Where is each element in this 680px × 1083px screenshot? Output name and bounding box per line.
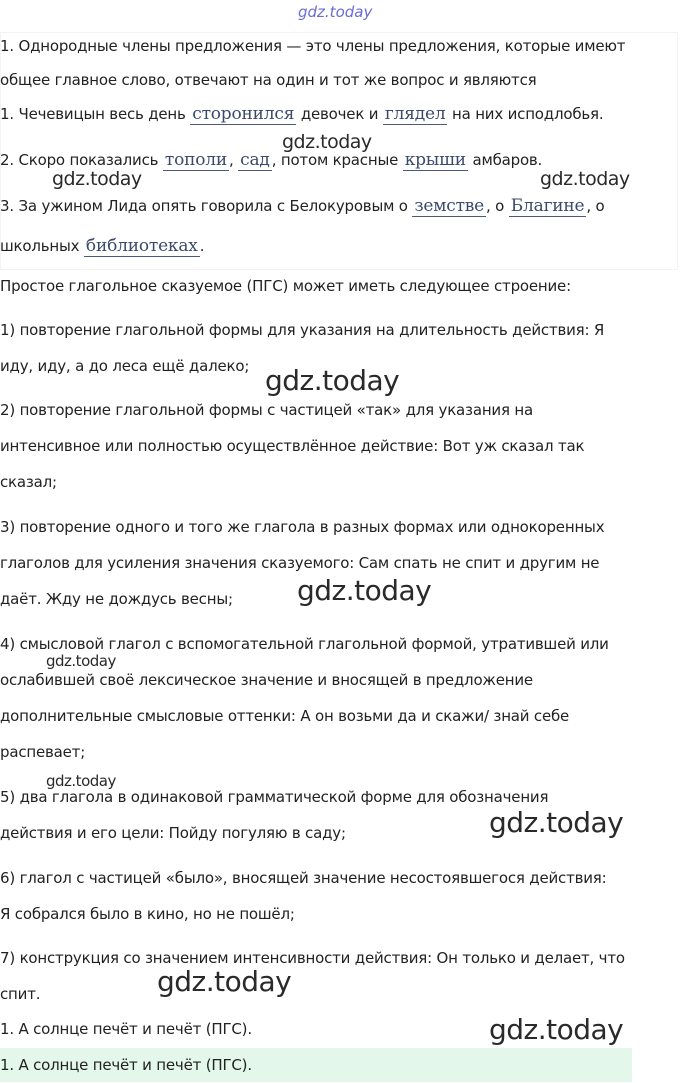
s3-line2-suffix: . <box>199 237 205 255</box>
pgs-item-2-line-3: сказал; <box>0 473 57 491</box>
s3-word-3: библиотеках <box>85 236 198 256</box>
pgs-item-6-line-2: Я собрался было в кино, но не пошёл; <box>0 905 295 923</box>
pgs-intro: Простое глагольное сказуемое (ПГС) может иметь следующее строение: <box>0 277 571 295</box>
watermark: gdz.today <box>540 168 630 190</box>
watermark: gdz.today <box>489 806 624 839</box>
s2-word-1: тополи <box>164 150 228 170</box>
s2-prefix: 2. Скоро показались <box>0 151 159 169</box>
watermark: gdz.today <box>297 574 432 607</box>
s3-prefix: 3. За ужином Лида опять говорила с Белокуровым о <box>0 197 408 215</box>
s3-word-1: земстве <box>414 196 485 216</box>
answer-line: 1. А солнце печёт и печёт (ПГС). <box>0 1020 252 1038</box>
pgs-item-4-line-3: дополнительные смысловые оттенки: А он возьми да и скажи/ знай себе <box>0 707 570 725</box>
pgs-item-5-line-2: действия и его цели: Пойду погуляю в саду; <box>0 824 346 842</box>
s2-suffix: амбаров. <box>472 151 543 169</box>
s1-suffix: на них исподлобья. <box>452 105 604 123</box>
s3-suffix: , о <box>586 197 605 215</box>
pgs-item-3-line-2: глаголов для усиления значения сказуемого: Сам спать не спит и другим не <box>0 554 600 572</box>
pgs-item-2-line-1: 2) повторение глагольной формы с частицей «так» для указания на <box>0 401 533 419</box>
s2-word-2: сад <box>240 150 270 170</box>
s1-mid: девочек и <box>300 105 379 123</box>
definition-line-2: общее главное слово, отвечают на один и тот же вопрос и являются <box>0 71 537 89</box>
example-sentence-3 <box>0 196 605 216</box>
watermark: gdz.today <box>265 364 400 397</box>
pgs-item-7-line-2: спит. <box>0 985 41 1003</box>
s3-mid: , о <box>486 197 505 215</box>
pgs-item-5-line-1: 5) два глагола в одинаковой грамматической форме для обозначения <box>0 788 549 806</box>
pgs-item-2-line-2: интенсивное или полностью осуществлённое действие: Вот уж сказал так <box>0 437 585 455</box>
s1-word-2: глядел <box>384 104 446 124</box>
watermark: gdz.today <box>489 1013 624 1046</box>
s2-mid: , потом красные <box>271 151 399 169</box>
example-sentence-2 <box>0 150 542 170</box>
s1-prefix: 1. Чечевицын весь день <box>0 105 186 123</box>
s3-word-2: Благине <box>510 196 585 216</box>
pgs-item-1-line-2: иду, иду, а до леса ещё далеко; <box>0 357 250 375</box>
s2-sep: , <box>229 151 234 169</box>
example-sentence-1 <box>0 104 603 124</box>
watermark: gdz.today <box>157 965 292 998</box>
site-header-logo[interactable]: gdz.today <box>298 3 373 21</box>
watermark: gdz.today <box>52 168 142 190</box>
pgs-item-1-line-1: 1) повторение глагольной формы для указания на длительность действия: Я <box>0 321 605 339</box>
s2-word-3: крыши <box>404 150 466 170</box>
pgs-item-3-line-3: даёт. Жду не дождусь весны; <box>0 590 233 608</box>
watermark: gdz.today <box>282 131 372 153</box>
watermark: gdz.today <box>46 652 116 670</box>
definition-line-1: 1. Однородные члены предложения — это члены предложения, которые имеют <box>0 37 626 55</box>
s1-word-1: сторонился <box>192 104 295 124</box>
pgs-item-4-line-2: ослабившей своё лексическое значение и вносящей в предложение <box>0 671 533 689</box>
s3-line2-prefix: школьных <box>0 237 80 255</box>
pgs-item-6-line-1: 6) глагол с частицей «было», вносящей значение несостоявшегося действия: <box>0 869 607 887</box>
pgs-item-4-line-4: распевает; <box>0 743 86 761</box>
pgs-item-4-line-1: 4) смысловой глагол с вспомогательной глагольной формой, утратившей или <box>0 635 609 653</box>
example-sentence-3-cont <box>0 236 204 256</box>
pgs-item-7-line-1: 7) конструкция со значением интенсивности действия: Он только и делает, что <box>0 949 625 967</box>
answer-line-highlighted: 1. А солнце печёт и печёт (ПГС). <box>0 1056 252 1074</box>
watermark: gdz.today <box>46 772 116 790</box>
pgs-item-3-line-1: 3) повторение одного и того же глагола в разных формах или однокоренных <box>0 518 605 536</box>
